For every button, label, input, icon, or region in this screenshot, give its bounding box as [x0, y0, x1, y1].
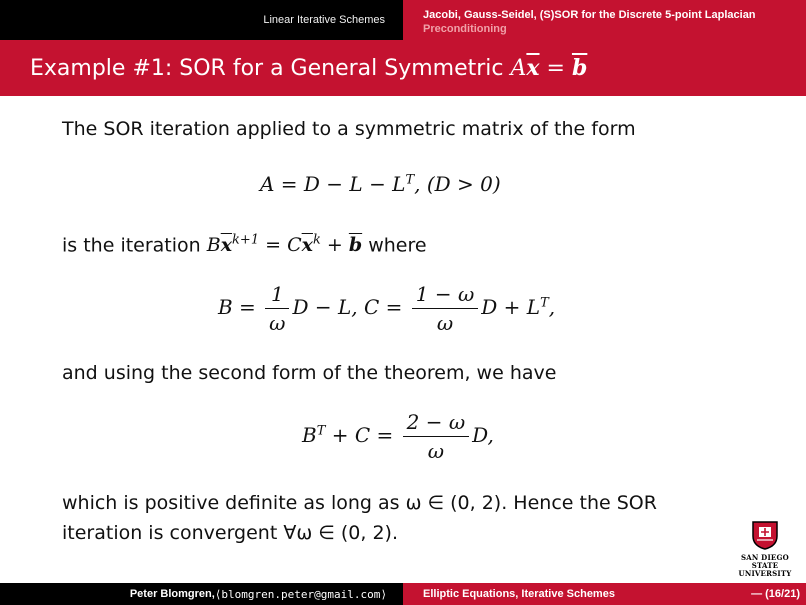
slide-title: [30, 55, 587, 81]
iteration-math: $B\overline{x}^{k+1} = C\overline{x}^k + \overline{b}$: [206, 233, 363, 257]
eq3-rest: D,: [472, 423, 494, 447]
C-tail: ,: [548, 295, 556, 319]
equation-BT-plus-C: [302, 408, 494, 465]
eq3-fraction: [403, 408, 470, 465]
footer-page-number: — (16/21): [751, 588, 800, 600]
slide-title-math: Ax = b: [510, 55, 588, 81]
header-right-panel: [403, 0, 806, 40]
equation-B-C: [218, 280, 555, 337]
eq1-tail: , (D > 0): [414, 172, 501, 196]
header-left-panel: [0, 0, 403, 40]
conclusion-line-1: which is positive definite as long as ω ∈ (0, 2). Hence the SOR: [62, 492, 657, 514]
B-lhs: B =: [218, 295, 256, 319]
nav-section-link[interactable]: Linear Iterative Schemes: [263, 14, 385, 26]
logo-name-line2: UNIVERSITY: [738, 569, 792, 578]
C-sup: T: [540, 295, 549, 311]
B-rest: D − L, C =: [292, 295, 403, 319]
B-numerator: 1: [265, 280, 289, 309]
C-rest: D + L: [481, 295, 541, 319]
iteration-line: [62, 233, 427, 256]
logo-name-line1: SAN DIEGO STATE: [741, 553, 789, 570]
B-denominator: ω: [269, 311, 286, 335]
footer-bar: [0, 583, 806, 605]
eq3-lhs: B: [302, 423, 317, 447]
eq1-sup: T: [405, 172, 415, 188]
footer-course: Elliptic Equations, Iterative Schemes: [423, 588, 615, 600]
eq3-numerator: 2 − ω: [403, 408, 470, 437]
shield-logo-icon: [750, 520, 780, 550]
slide-title-text: Example #1: SOR for a General Symmetric: [30, 56, 511, 81]
second-form-text: and using the second form of the theorem, we have: [62, 362, 557, 384]
footer-course-panel: [403, 583, 806, 605]
footer-email: ⟨blomgren.peter@gmail.com⟩: [214, 587, 387, 601]
C-denominator: ω: [436, 311, 454, 335]
equation-splitting: [260, 172, 501, 196]
eq3-sup: T: [316, 423, 326, 439]
iteration-text: is the iteration: [62, 234, 207, 257]
slide-title-bar: [0, 40, 806, 96]
footer-author: Peter Blomgren,: [129, 588, 215, 600]
B-fraction: [265, 280, 289, 337]
header-navigation: [0, 0, 806, 40]
nav-subsection-link[interactable]: Preconditioning: [423, 23, 507, 35]
eq1-main: A = D − L − L: [260, 172, 406, 196]
C-numerator: 1 − ω: [412, 280, 479, 309]
eq3-mid: + C =: [325, 423, 394, 447]
nav-current-section[interactable]: Jacobi, Gauss-Seidel, (S)SOR for the Discrete 5-point Laplacian: [423, 9, 756, 21]
footer-author-panel: [0, 583, 403, 605]
conclusion-line-2: iteration is convergent ∀ω ∈ (0, 2).: [62, 522, 398, 544]
university-logo: [728, 520, 802, 578]
iteration-tail: where: [362, 234, 427, 257]
C-fraction: [412, 280, 479, 337]
eq3-denominator: ω: [427, 439, 445, 463]
intro-text: The SOR iteration applied to a symmetric matrix of the form: [62, 118, 636, 140]
